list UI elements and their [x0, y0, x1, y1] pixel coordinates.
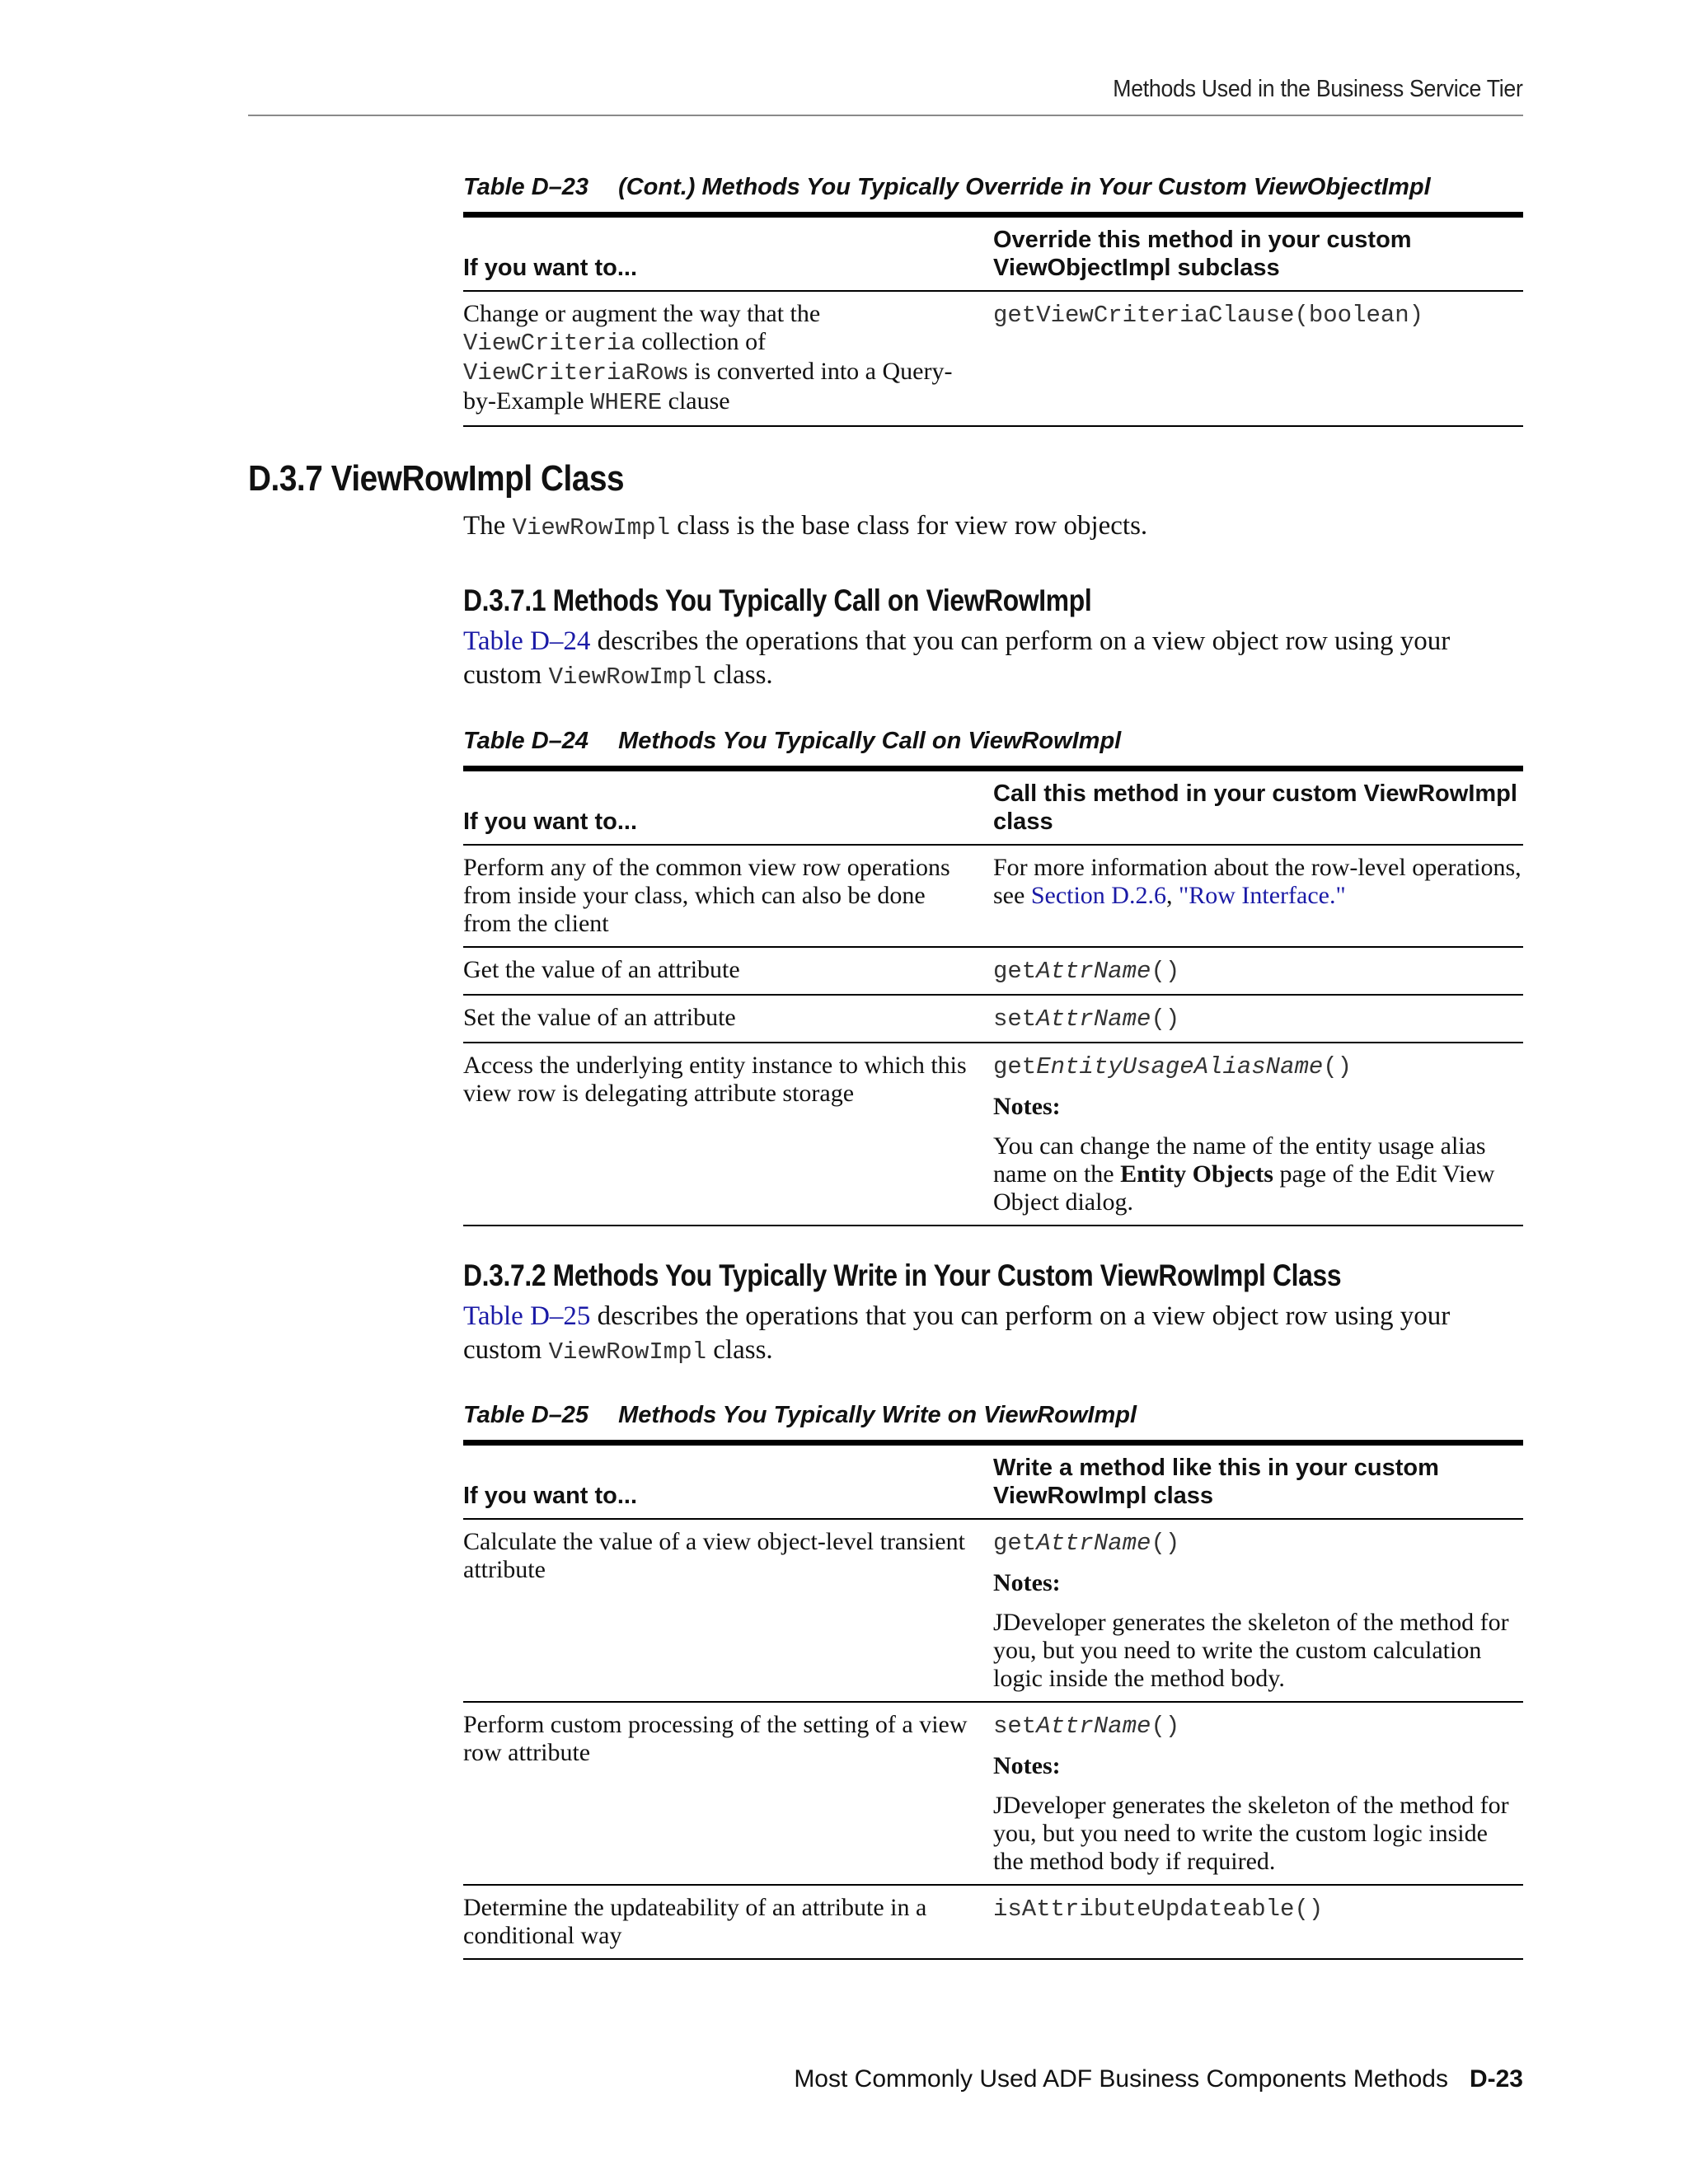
subsection-heading: D.3.7.1 Methods You Typically Call on ViewRowImpl	[463, 583, 1092, 617]
code-prefix: get	[993, 1529, 1037, 1557]
footer-title: Most Commonly Used ADF Business Components Methods	[794, 2065, 1448, 2093]
code-variable: AttrName	[1036, 957, 1151, 985]
section-link[interactable]: Section D.2.6	[1030, 881, 1166, 909]
table-row	[463, 1885, 1523, 1959]
cell-text: clause	[662, 387, 730, 415]
table-row	[463, 995, 1523, 1043]
column-header: If you want to...	[463, 214, 993, 291]
column-header: If you want to...	[463, 1442, 993, 1519]
body-text: class.	[706, 1335, 773, 1365]
table-header-row	[463, 214, 1523, 291]
header-rule	[248, 115, 1523, 116]
column-header: Override this method in your custom ViewObjectImpl subclass	[993, 214, 1523, 291]
subsection-heading: D.3.7.2 Methods You Typically Write in Your Custom ViewRowImpl Class	[463, 1258, 1342, 1292]
code-prefix: set	[993, 1712, 1037, 1740]
code-text: ViewCriteria	[463, 329, 635, 357]
notes-part: page of the Edit View Object dialog.	[993, 1160, 1495, 1216]
subsection-d372	[463, 1258, 1523, 1369]
body-text: class is the base class for view row objects.	[670, 511, 1148, 541]
code-prefix: set	[993, 1005, 1037, 1033]
code-text: ViewRowImpl	[548, 1338, 707, 1366]
cell-text: For more information about the row-level operations, see	[993, 853, 1522, 909]
code-text	[993, 1005, 1179, 1033]
table-number: Table D–25	[463, 1402, 589, 1428]
table-header-row	[463, 768, 1523, 845]
notes-text	[993, 1132, 1523, 1216]
table-cell: Access the underlying entity instance to which this view row is delegating attribute storage	[463, 1043, 993, 1226]
code-text: isAttributeUpdateable()	[993, 1895, 1324, 1923]
code-text	[993, 1713, 1179, 1740]
column-header: If you want to...	[463, 768, 993, 845]
table-caption	[463, 173, 1523, 202]
code-prefix: get	[993, 1052, 1037, 1080]
table-d24-block	[463, 727, 1523, 1226]
code-variable: AttrName	[1036, 1005, 1151, 1033]
cell-text: collection of	[635, 327, 767, 355]
notes-label: Notes:	[993, 1751, 1061, 1779]
code-variable: AttrName	[1036, 1712, 1151, 1740]
notes-text: JDeveloper generates the skeleton of the method for you, but you need to write the custom calculation logic inside the method body.	[993, 1608, 1509, 1692]
notes-text: JDeveloper generates the skeleton of the method for you, but you need to write the custom logic inside the method body if required.	[993, 1791, 1509, 1875]
running-header: Methods Used in the Business Service Tier	[1113, 76, 1523, 102]
code-suffix: ()	[1151, 1529, 1180, 1557]
column-header: Write a method like this in your custom ViewRowImpl class	[993, 1442, 1523, 1519]
code-text: ViewRowImpl	[548, 663, 707, 691]
subsection-d371	[463, 583, 1523, 694]
code-suffix: ()	[1323, 1052, 1353, 1080]
code-prefix: get	[993, 957, 1037, 985]
notes-label: Notes:	[993, 1092, 1061, 1120]
section-intro	[463, 509, 1523, 545]
code-text: ViewRowImpl	[512, 514, 670, 541]
table-row	[463, 1043, 1523, 1226]
section-link[interactable]: "Row Interface."	[1178, 881, 1346, 909]
code-text	[993, 1053, 1352, 1080]
table-d24	[463, 766, 1523, 1226]
section-heading: D.3.7 ViewRowImpl Class	[248, 458, 625, 499]
notes-label: Notes:	[993, 1568, 1061, 1596]
column-header: Call this method in your custom ViewRowImpl class	[993, 768, 1523, 845]
page-footer	[794, 2065, 1523, 2093]
code-text: WHERE	[590, 388, 663, 416]
table-cell: Perform any of the common view row operations from inside your class, which can also be done from the client	[463, 845, 993, 947]
table-cell: Perform custom processing of the setting of a view row attribute	[463, 1702, 993, 1885]
table-cell	[993, 845, 1523, 947]
code-suffix: ()	[1151, 1005, 1180, 1033]
code-text: ViewCriteriaRow	[463, 359, 679, 387]
table-caption	[463, 1401, 1523, 1430]
body-text: describes the operations that you can perform on a view object row using your custom	[463, 626, 1451, 690]
table-row	[463, 1702, 1523, 1885]
code-suffix: ()	[1151, 1712, 1180, 1740]
table-d25	[463, 1440, 1523, 1960]
table-cell: Calculate the value of a view object-level transient attribute	[463, 1519, 993, 1702]
body-text: The	[463, 511, 513, 541]
table-title: (Cont.) Methods You Typically Override in Your Custom ViewObjectImpl	[618, 174, 1431, 200]
code-text: getViewCriteriaClause(boolean)	[993, 301, 1424, 329]
code-variable: EntityUsageAliasName	[1036, 1052, 1324, 1080]
table-row	[463, 1519, 1523, 1702]
table-cell: Determine the updateability of an attribute in a conditional way	[463, 1885, 993, 1959]
cell-text: Change or augment the way that the	[463, 299, 821, 327]
cell-text: s is converted into a Query-by-Example	[463, 357, 953, 415]
notes-bold: Entity Objects	[1120, 1160, 1273, 1188]
body-text: describes the operations that you can perform on a view object row using your custom	[463, 1301, 1451, 1365]
table-cell: Set the value of an attribute	[463, 995, 993, 1043]
table-cell: Get the value of an attribute	[463, 947, 993, 995]
table-link[interactable]: Table D–25	[463, 1301, 591, 1331]
table-number: Table D–23	[463, 174, 589, 200]
table-cell	[993, 995, 1523, 1043]
table-row	[463, 947, 1523, 995]
code-suffix: ()	[1151, 957, 1180, 985]
table-caption	[463, 727, 1523, 756]
table-number: Table D–24	[463, 728, 589, 754]
table-cell	[993, 1702, 1523, 1885]
code-text	[993, 958, 1179, 985]
table-d23-block	[463, 173, 1523, 427]
table-cell	[463, 291, 993, 426]
table-cell	[993, 1885, 1523, 1959]
page-number: D-23	[1469, 2065, 1523, 2093]
table-row	[463, 291, 1523, 426]
table-cell	[993, 947, 1523, 995]
table-link[interactable]: Table D–24	[463, 626, 591, 656]
table-cell	[993, 1043, 1523, 1226]
table-cell	[993, 1519, 1523, 1702]
table-header-row	[463, 1442, 1523, 1519]
cell-text: ,	[1165, 881, 1179, 909]
notes-part: You can change the name of the entity usage alias name on the	[993, 1132, 1486, 1188]
table-cell	[993, 291, 1523, 426]
table-title: Methods You Typically Call on ViewRowImpl	[618, 728, 1122, 754]
table-row	[463, 845, 1523, 947]
table-title: Methods You Typically Write on ViewRowImpl	[618, 1402, 1137, 1428]
code-text	[993, 1530, 1179, 1557]
table-d23	[463, 212, 1523, 427]
body-text: class.	[706, 660, 773, 690]
code-variable: AttrName	[1036, 1529, 1151, 1557]
table-d25-block	[463, 1401, 1523, 1960]
